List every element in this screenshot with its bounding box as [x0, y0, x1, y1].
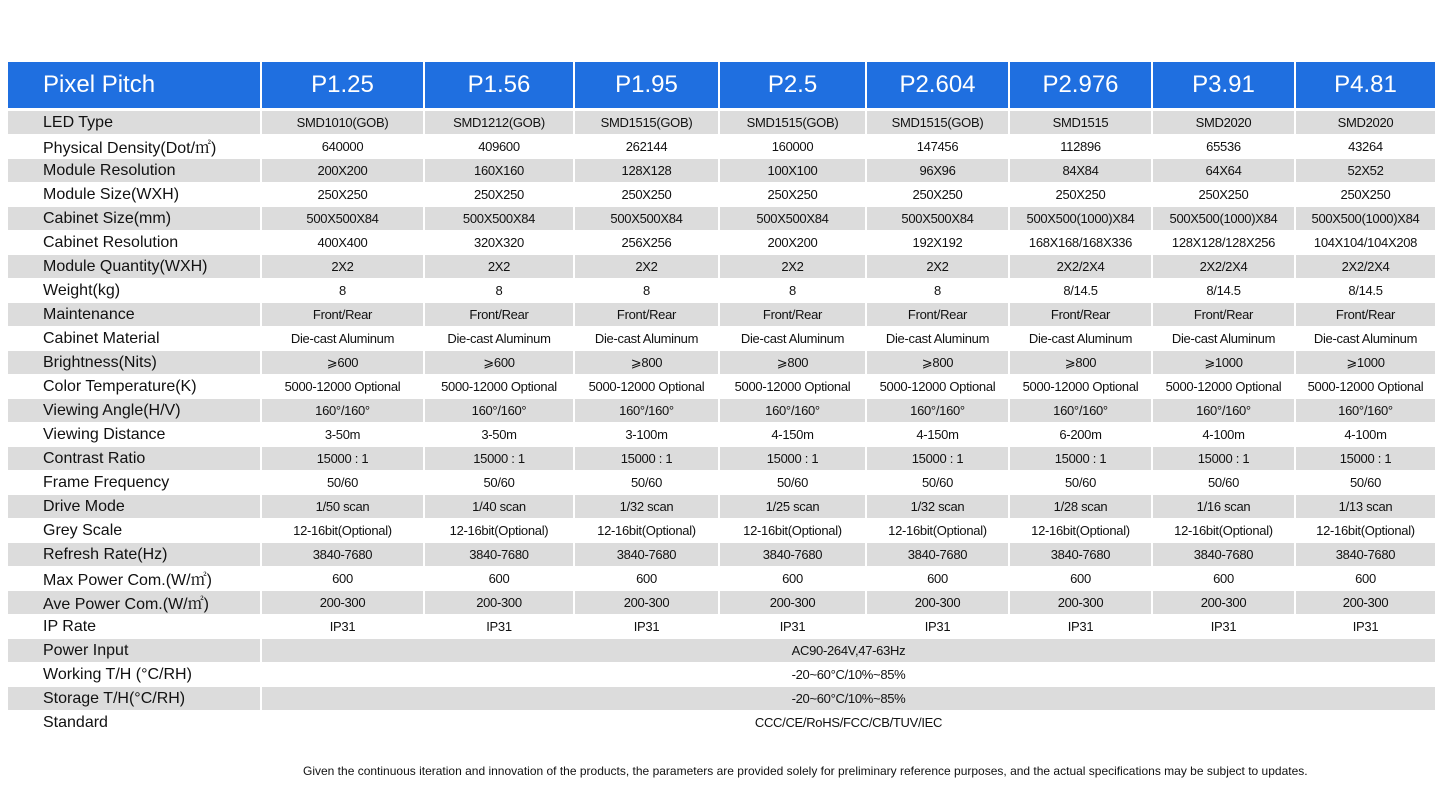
- spec-cell: Front/Rear: [1152, 303, 1295, 327]
- spec-cell: 8: [424, 279, 574, 303]
- merged-spec-cell: -20~60°C/10%~85%: [261, 663, 1435, 687]
- spec-cell: 1/32 scan: [574, 495, 719, 519]
- row-label: Module Size(WXH): [8, 183, 261, 207]
- spec-cell: 2X2/2X4: [1295, 255, 1435, 279]
- spec-cell: 1/40 scan: [424, 495, 574, 519]
- spec-cell: 50/60: [1295, 471, 1435, 495]
- spec-cell: 200-300: [261, 591, 424, 615]
- spec-cell: 2X2/2X4: [1009, 255, 1152, 279]
- spec-cell: 65536: [1152, 135, 1295, 159]
- spec-cell: 64X64: [1152, 159, 1295, 183]
- merged-spec-cell: AC90-264V,47-63Hz: [261, 639, 1435, 663]
- spec-cell: 84X84: [1009, 159, 1152, 183]
- model-header: P3.91: [1152, 62, 1295, 110]
- spec-cell: 1/28 scan: [1009, 495, 1152, 519]
- model-header: P1.25: [261, 62, 424, 110]
- spec-cell: ⩾1000: [1152, 351, 1295, 375]
- spec-cell: Die-cast Aluminum: [719, 327, 866, 351]
- spec-cell: 4-100m: [1295, 423, 1435, 447]
- spec-cell: ⩾800: [719, 351, 866, 375]
- spec-cell: 400X400: [261, 231, 424, 255]
- table-row: [8, 351, 1435, 375]
- row-label: Cabinet Size(mm): [8, 207, 261, 231]
- spec-cell: 8/14.5: [1152, 279, 1295, 303]
- table-row: [8, 687, 1435, 711]
- table-row: [8, 327, 1435, 351]
- spec-cell: Front/Rear: [1295, 303, 1435, 327]
- model-header: P2.5: [719, 62, 866, 110]
- spec-cell: Front/Rear: [1009, 303, 1152, 327]
- spec-cell: ⩾600: [424, 351, 574, 375]
- model-header: P4.81: [1295, 62, 1435, 110]
- spec-cell: IP31: [866, 615, 1009, 639]
- spec-cell: 3840-7680: [574, 543, 719, 567]
- footnote: Given the continuous iteration and innovation of the products, the parameters are provided solely for preliminary reference purposes, and the actual specifications may be subject to updates.: [303, 764, 1308, 778]
- table-row: [8, 255, 1435, 279]
- table-row: [8, 207, 1435, 231]
- spec-cell: Die-cast Aluminum: [1152, 327, 1295, 351]
- table-row: [8, 110, 1435, 135]
- spec-cell: 3840-7680: [261, 543, 424, 567]
- spec-cell: IP31: [1009, 615, 1152, 639]
- spec-cell: 500X500X84: [719, 207, 866, 231]
- spec-cell: 600: [719, 567, 866, 591]
- spec-cell: SMD1010(GOB): [261, 110, 424, 135]
- spec-cell: Die-cast Aluminum: [424, 327, 574, 351]
- spec-cell: 5000-12000 Optional: [1009, 375, 1152, 399]
- spec-cell: 250X250: [574, 183, 719, 207]
- spec-cell: 50/60: [1009, 471, 1152, 495]
- model-header: P1.56: [424, 62, 574, 110]
- spec-cell: 600: [574, 567, 719, 591]
- spec-cell: 160°/160°: [1295, 399, 1435, 423]
- model-header: P2.976: [1009, 62, 1152, 110]
- table-header: [8, 62, 1435, 110]
- spec-cell: 5000-12000 Optional: [719, 375, 866, 399]
- table-row: [8, 471, 1435, 495]
- table-row: [8, 567, 1435, 591]
- spec-cell: 100X100: [719, 159, 866, 183]
- spec-cell: SMD2020: [1295, 110, 1435, 135]
- spec-cell: IP31: [261, 615, 424, 639]
- spec-cell: 50/60: [1152, 471, 1295, 495]
- spec-cell: Die-cast Aluminum: [1009, 327, 1152, 351]
- table-row: [8, 663, 1435, 687]
- spec-cell: 12-16bit(Optional): [1009, 519, 1152, 543]
- row-label: Color Temperature(K): [8, 375, 261, 399]
- spec-cell: 3-50m: [261, 423, 424, 447]
- spec-cell: 262144: [574, 135, 719, 159]
- spec-cell: 2X2: [574, 255, 719, 279]
- spec-cell: 200X200: [261, 159, 424, 183]
- spec-cell: 128X128/128X256: [1152, 231, 1295, 255]
- spec-cell: Front/Rear: [866, 303, 1009, 327]
- spec-cell: 160°/160°: [261, 399, 424, 423]
- table-row: [8, 423, 1435, 447]
- spec-cell: 5000-12000 Optional: [1295, 375, 1435, 399]
- table-row: [8, 591, 1435, 615]
- spec-cell: 500X500X84: [261, 207, 424, 231]
- spec-cell: 500X500(1000)X84: [1152, 207, 1295, 231]
- spec-cell: 50/60: [719, 471, 866, 495]
- spec-cell: 50/60: [866, 471, 1009, 495]
- spec-cell: 3840-7680: [719, 543, 866, 567]
- spec-cell: 1/32 scan: [866, 495, 1009, 519]
- spec-cell: 8: [866, 279, 1009, 303]
- spec-cell: 500X500X84: [866, 207, 1009, 231]
- spec-cell: SMD1515: [1009, 110, 1152, 135]
- row-label: Brightness(Nits): [8, 351, 261, 375]
- spec-cell: ⩾800: [574, 351, 719, 375]
- spec-cell: 15000 : 1: [1295, 447, 1435, 471]
- spec-cell: 15000 : 1: [719, 447, 866, 471]
- spec-cell: 1/25 scan: [719, 495, 866, 519]
- spec-cell: 250X250: [866, 183, 1009, 207]
- spec-cell: 500X500(1000)X84: [1295, 207, 1435, 231]
- spec-table: [8, 62, 1435, 735]
- table-row: [8, 279, 1435, 303]
- spec-cell: ⩾800: [866, 351, 1009, 375]
- spec-cell: 200-300: [1295, 591, 1435, 615]
- spec-cell: 160°/160°: [574, 399, 719, 423]
- spec-cell: 250X250: [1295, 183, 1435, 207]
- spec-cell: 600: [866, 567, 1009, 591]
- table-row: [8, 615, 1435, 639]
- spec-cell: 104X104/104X208: [1295, 231, 1435, 255]
- spec-cell: 4-150m: [719, 423, 866, 447]
- spec-cell: 12-16bit(Optional): [866, 519, 1009, 543]
- spec-cell: 4-150m: [866, 423, 1009, 447]
- spec-cell: 200-300: [719, 591, 866, 615]
- spec-cell: Front/Rear: [574, 303, 719, 327]
- spec-cell: 2X2: [261, 255, 424, 279]
- spec-cell: 5000-12000 Optional: [1152, 375, 1295, 399]
- spec-cell: 4-100m: [1152, 423, 1295, 447]
- spec-cell: Die-cast Aluminum: [866, 327, 1009, 351]
- spec-cell: 500X500(1000)X84: [1009, 207, 1152, 231]
- spec-cell: 2X2: [866, 255, 1009, 279]
- spec-cell: 15000 : 1: [866, 447, 1009, 471]
- row-label: IP Rate: [8, 615, 261, 639]
- spec-cell: Front/Rear: [261, 303, 424, 327]
- spec-cell: 112896: [1009, 135, 1152, 159]
- spec-cell: 8/14.5: [1295, 279, 1435, 303]
- table-row: [8, 303, 1435, 327]
- row-label: Grey Scale: [8, 519, 261, 543]
- spec-cell: ⩾600: [261, 351, 424, 375]
- spec-cell: 600: [1295, 567, 1435, 591]
- spec-cell: 160X160: [424, 159, 574, 183]
- spec-cell: 160°/160°: [719, 399, 866, 423]
- spec-cell: 1/16 scan: [1152, 495, 1295, 519]
- spec-cell: 640000: [261, 135, 424, 159]
- table-row: [8, 543, 1435, 567]
- spec-cell: 250X250: [261, 183, 424, 207]
- spec-cell: 15000 : 1: [261, 447, 424, 471]
- spec-cell: 12-16bit(Optional): [574, 519, 719, 543]
- model-header: P1.95: [574, 62, 719, 110]
- spec-cell: 5000-12000 Optional: [261, 375, 424, 399]
- spec-cell: Die-cast Aluminum: [1295, 327, 1435, 351]
- spec-cell: 3840-7680: [1009, 543, 1152, 567]
- spec-cell: 6-200m: [1009, 423, 1152, 447]
- row-label: Contrast Ratio: [8, 447, 261, 471]
- table-row: [8, 447, 1435, 471]
- spec-cell: SMD1515(GOB): [719, 110, 866, 135]
- spec-cell: 50/60: [261, 471, 424, 495]
- spec-cell: 409600: [424, 135, 574, 159]
- spec-cell: IP31: [574, 615, 719, 639]
- row-label: Cabinet Material: [8, 327, 261, 351]
- spec-cell: Front/Rear: [424, 303, 574, 327]
- header-label: Pixel Pitch: [8, 62, 261, 110]
- spec-cell: 192X192: [866, 231, 1009, 255]
- spec-cell: 250X250: [424, 183, 574, 207]
- merged-spec-cell: -20~60°C/10%~85%: [261, 687, 1435, 711]
- spec-cell: 160°/160°: [424, 399, 574, 423]
- spec-cell: 2X2: [719, 255, 866, 279]
- spec-cell: 96X96: [866, 159, 1009, 183]
- spec-cell: 200X200: [719, 231, 866, 255]
- row-label: Ave Power Com.(W/㎡): [8, 591, 261, 615]
- table-row: [8, 399, 1435, 423]
- row-label: Refresh Rate(Hz): [8, 543, 261, 567]
- row-label: Module Resolution: [8, 159, 261, 183]
- table-row: [8, 519, 1435, 543]
- spec-cell: 3-50m: [424, 423, 574, 447]
- spec-cell: 52X52: [1295, 159, 1435, 183]
- spec-cell: 15000 : 1: [1152, 447, 1295, 471]
- spec-cell: 160°/160°: [1009, 399, 1152, 423]
- spec-cell: 500X500X84: [574, 207, 719, 231]
- header-row: [8, 62, 1435, 110]
- spec-cell: 256X256: [574, 231, 719, 255]
- row-label: Working T/H (°C/RH): [8, 663, 261, 687]
- spec-cell: 12-16bit(Optional): [1152, 519, 1295, 543]
- spec-cell: 168X168/168X336: [1009, 231, 1152, 255]
- table-row: [8, 183, 1435, 207]
- spec-cell: 3840-7680: [866, 543, 1009, 567]
- spec-cell: 3840-7680: [1295, 543, 1435, 567]
- spec-cell: 600: [1009, 567, 1152, 591]
- spec-cell: 8: [261, 279, 424, 303]
- spec-cell: 12-16bit(Optional): [1295, 519, 1435, 543]
- spec-cell: 2X2: [424, 255, 574, 279]
- spec-cell: 600: [261, 567, 424, 591]
- spec-cell: SMD1212(GOB): [424, 110, 574, 135]
- spec-cell: 50/60: [574, 471, 719, 495]
- spec-cell: ⩾1000: [1295, 351, 1435, 375]
- row-label: LED Type: [8, 110, 261, 135]
- spec-cell: 500X500X84: [424, 207, 574, 231]
- table-body: [8, 110, 1435, 735]
- spec-cell: 200-300: [1009, 591, 1152, 615]
- row-label: Storage T/H(°C/RH): [8, 687, 261, 711]
- spec-cell: 147456: [866, 135, 1009, 159]
- spec-cell: 200-300: [574, 591, 719, 615]
- table-row: [8, 159, 1435, 183]
- spec-cell: Die-cast Aluminum: [574, 327, 719, 351]
- spec-cell: 1/13 scan: [1295, 495, 1435, 519]
- spec-cell: 600: [1152, 567, 1295, 591]
- table-row: [8, 639, 1435, 663]
- spec-cell: 160°/160°: [866, 399, 1009, 423]
- table-row: [8, 711, 1435, 735]
- table-row: [8, 231, 1435, 255]
- row-label: Viewing Distance: [8, 423, 261, 447]
- spec-cell: SMD2020: [1152, 110, 1295, 135]
- spec-cell: SMD1515(GOB): [574, 110, 719, 135]
- spec-cell: 5000-12000 Optional: [574, 375, 719, 399]
- row-label: Max Power Com.(W/㎡): [8, 567, 261, 591]
- spec-cell: IP31: [1152, 615, 1295, 639]
- spec-cell: 200-300: [424, 591, 574, 615]
- spec-cell: 50/60: [424, 471, 574, 495]
- spec-cell: 12-16bit(Optional): [719, 519, 866, 543]
- spec-cell: 5000-12000 Optional: [424, 375, 574, 399]
- row-label: Viewing Angle(H/V): [8, 399, 261, 423]
- table-row: [8, 135, 1435, 159]
- spec-cell: 15000 : 1: [1009, 447, 1152, 471]
- spec-cell: 8: [574, 279, 719, 303]
- spec-cell: IP31: [1295, 615, 1435, 639]
- spec-cell: 250X250: [1009, 183, 1152, 207]
- merged-spec-cell: CCC/CE/RoHS/FCC/CB/TUV/IEC: [261, 711, 1435, 735]
- row-label: Physical Density(Dot/㎡): [8, 135, 261, 159]
- spec-cell: 8/14.5: [1009, 279, 1152, 303]
- table-row: [8, 375, 1435, 399]
- spec-cell: ⩾800: [1009, 351, 1152, 375]
- spec-cell: 8: [719, 279, 866, 303]
- spec-cell: 200-300: [1152, 591, 1295, 615]
- spec-cell: 128X128: [574, 159, 719, 183]
- row-label: Module Quantity(WXH): [8, 255, 261, 279]
- row-label: Frame Frequency: [8, 471, 261, 495]
- spec-cell: 12-16bit(Optional): [424, 519, 574, 543]
- spec-cell: Die-cast Aluminum: [261, 327, 424, 351]
- spec-cell: 250X250: [1152, 183, 1295, 207]
- spec-cell: 250X250: [719, 183, 866, 207]
- row-label: Drive Mode: [8, 495, 261, 519]
- table-row: [8, 495, 1435, 519]
- spec-cell: 15000 : 1: [574, 447, 719, 471]
- row-label: Cabinet Resolution: [8, 231, 261, 255]
- spec-cell: 320X320: [424, 231, 574, 255]
- spec-cell: SMD1515(GOB): [866, 110, 1009, 135]
- spec-cell: 5000-12000 Optional: [866, 375, 1009, 399]
- spec-cell: IP31: [424, 615, 574, 639]
- spec-cell: 2X2/2X4: [1152, 255, 1295, 279]
- spec-cell: 160000: [719, 135, 866, 159]
- spec-cell: 43264: [1295, 135, 1435, 159]
- spec-cell: 3840-7680: [424, 543, 574, 567]
- spec-cell: 12-16bit(Optional): [261, 519, 424, 543]
- spec-cell: 3-100m: [574, 423, 719, 447]
- row-label: Maintenance: [8, 303, 261, 327]
- spec-cell: Front/Rear: [719, 303, 866, 327]
- spec-cell: 600: [424, 567, 574, 591]
- row-label: Power Input: [8, 639, 261, 663]
- model-header: P2.604: [866, 62, 1009, 110]
- spec-cell: 3840-7680: [1152, 543, 1295, 567]
- spec-cell: 200-300: [866, 591, 1009, 615]
- spec-cell: 15000 : 1: [424, 447, 574, 471]
- row-label: Standard: [8, 711, 261, 735]
- spec-cell: IP31: [719, 615, 866, 639]
- row-label: Weight(kg): [8, 279, 261, 303]
- spec-cell: 160°/160°: [1152, 399, 1295, 423]
- spec-cell: 1/50 scan: [261, 495, 424, 519]
